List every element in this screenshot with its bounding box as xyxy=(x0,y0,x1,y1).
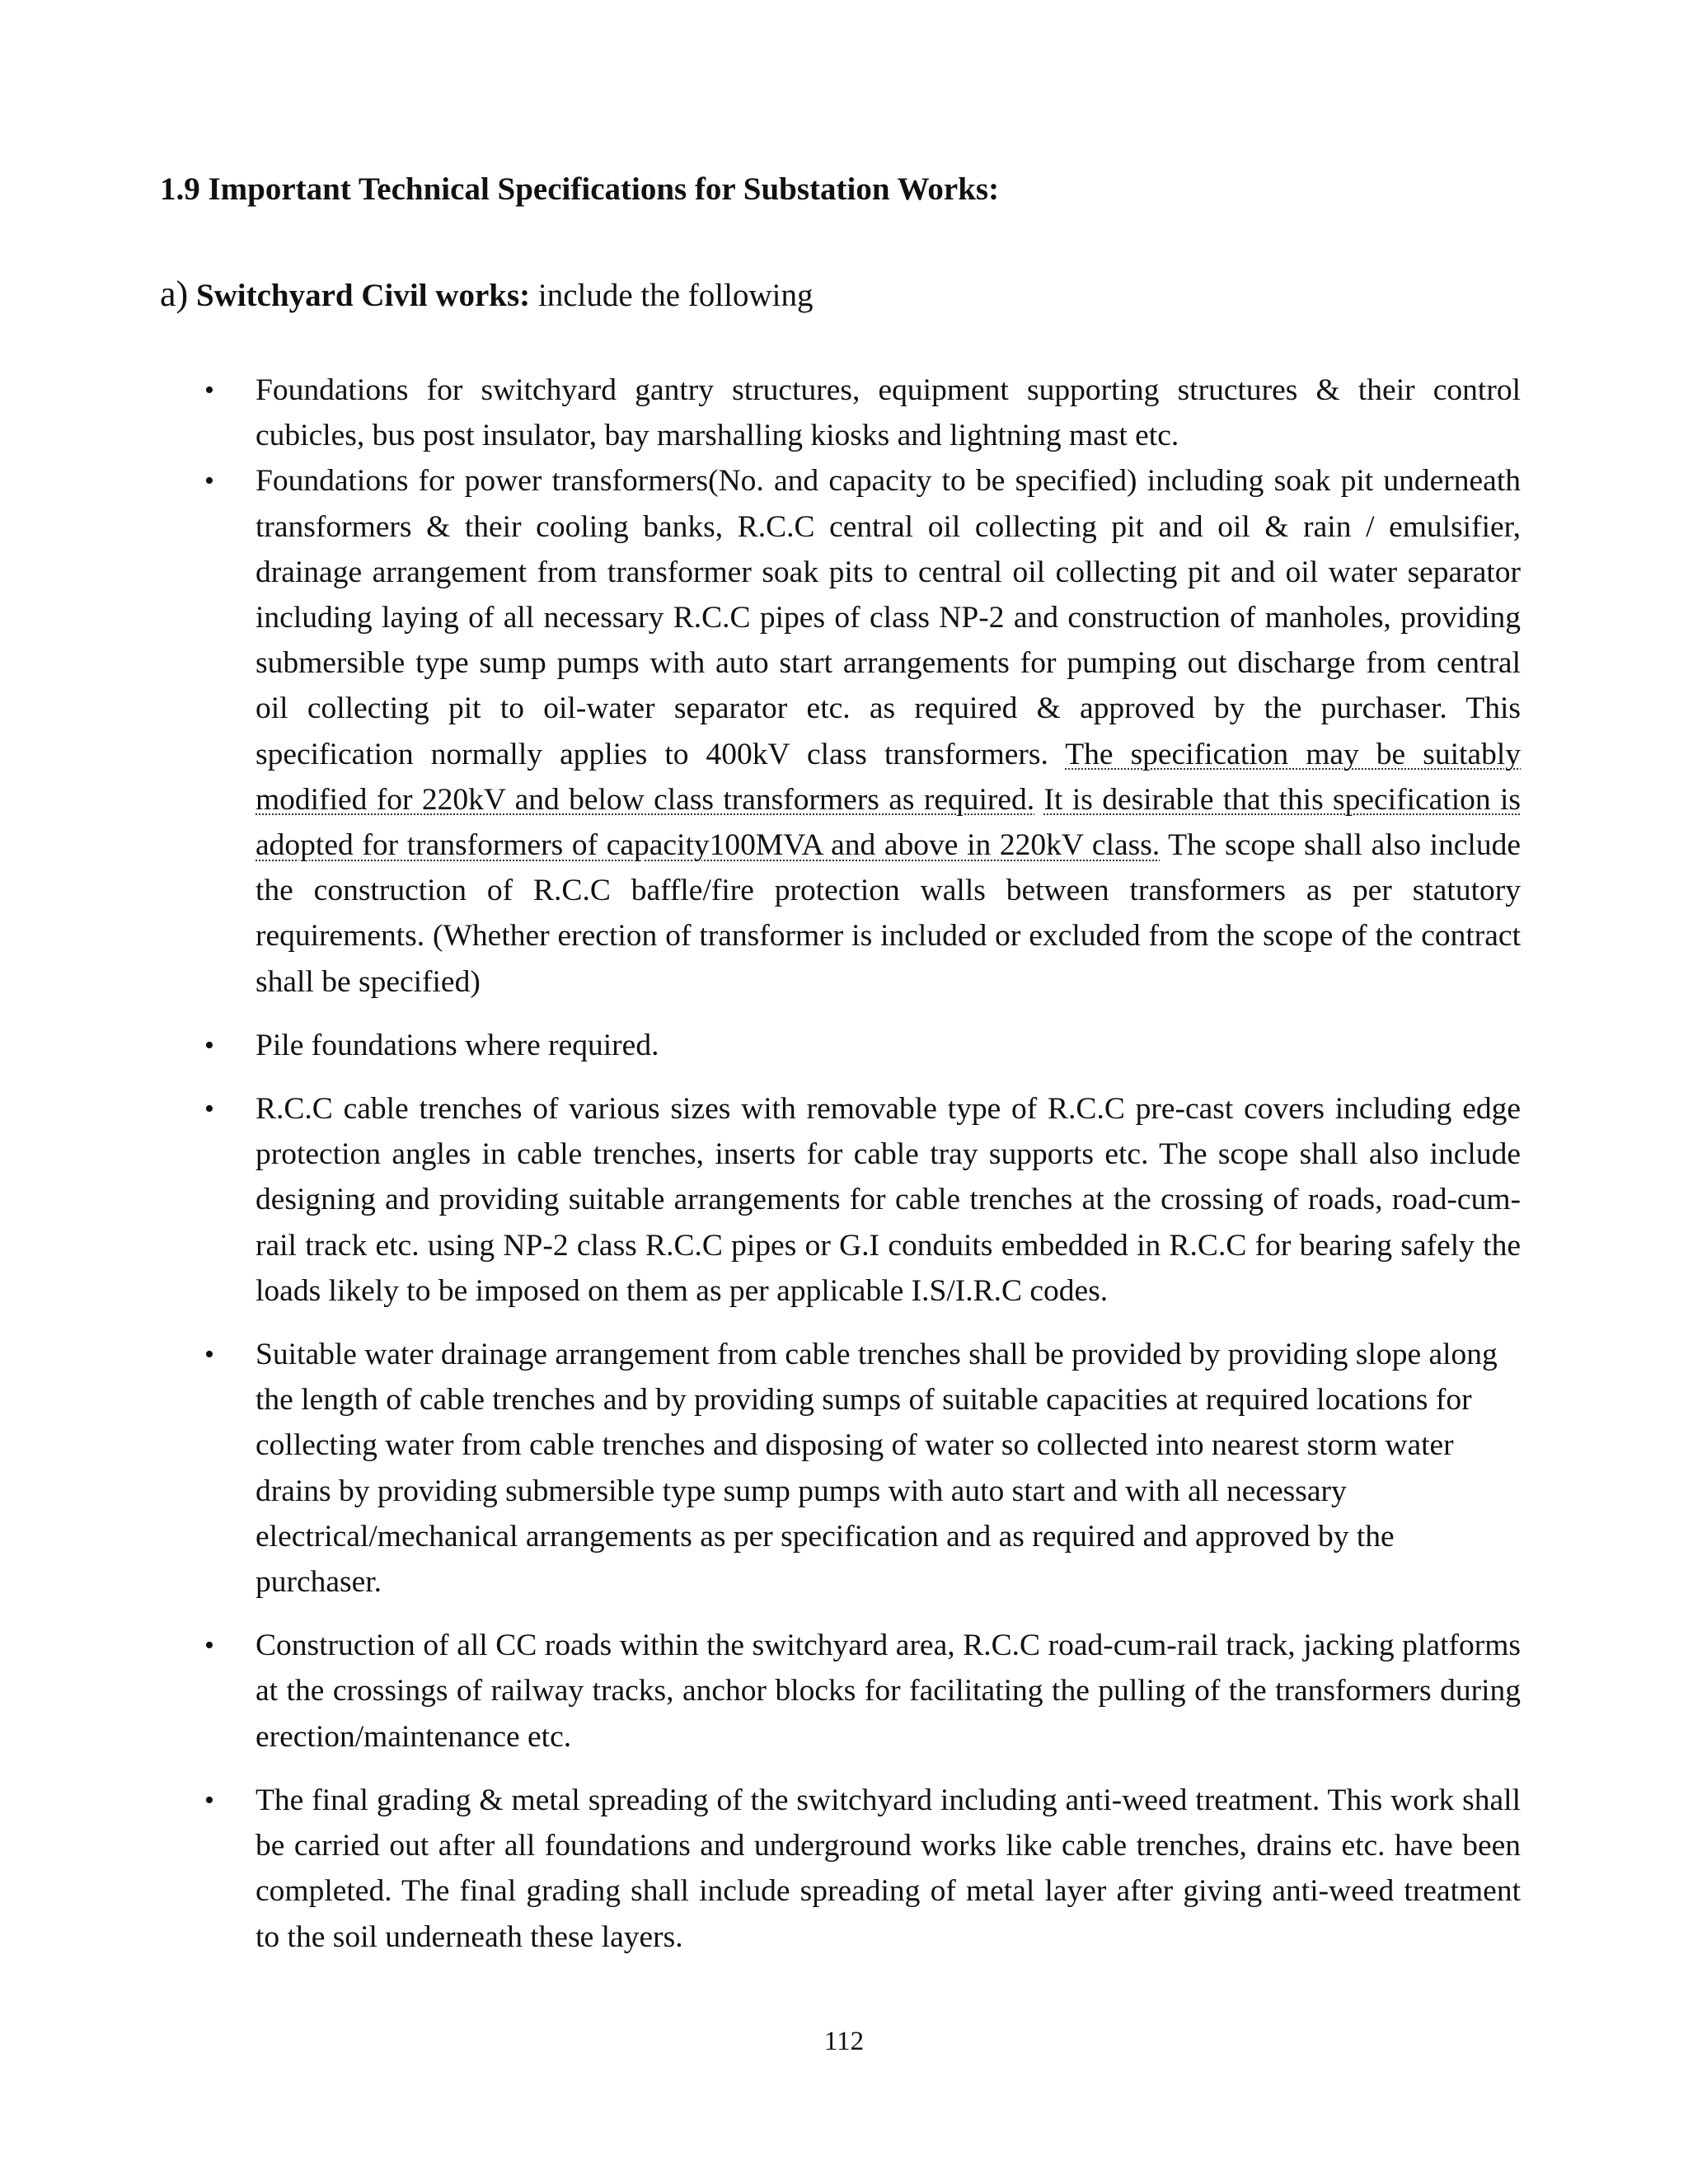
list-item-gantry-foundations xyxy=(204,368,1521,458)
dotted-underline-text: It is desirable that this specification is adopted for transformers of capacity100MVA and above in 220kV class. xyxy=(256,782,1522,863)
subsection-heading xyxy=(160,274,813,316)
bullet-icon: • xyxy=(204,375,214,405)
list-item-text: Construction of all CC roads within the switchyard area, R.C.C road-cum-rail track, jacking platforms at the crossings of railway tracks, anchor blocks for facilitating the pulling of the transformers during erection/maintenance etc. xyxy=(256,1629,1521,1754)
bullet-icon: • xyxy=(204,1029,214,1061)
list-item-text: R.C.C cable trenches of various sizes with removable type of R.C.C pre-cast covers including edge protection angles in cable trenches, inserts for cable tray supports etc. The scope shall also include designing and providing suitable arrangements for cable trenches at the crossing of roads, road-cum-rail track etc. using NP-2 class R.C.C pipes or G.I conduits embedded in R.C.C for bearing safely the loads likely to be imposed on them as per applicable I.S/I.R.C codes. xyxy=(256,1092,1521,1308)
list-item-pile-foundations xyxy=(204,1023,1521,1068)
list-item-cable-trenches xyxy=(204,1086,1521,1314)
list-item-cc-roads xyxy=(204,1623,1521,1760)
bullet-icon: • xyxy=(204,1784,214,1816)
section-heading: 1.9 Important Technical Specifications for Substation Works: xyxy=(160,171,1000,207)
page-number: 112 xyxy=(823,2027,865,2056)
bullet-icon: • xyxy=(204,1339,214,1371)
list-item-transformer-foundations xyxy=(204,458,1522,1004)
bullet-icon: • xyxy=(204,466,214,497)
list-item-text: The scope shall also include the construction of R.C.C baffle/fire protection walls between transformers as per statutory requirements. (Whether erection of transformer is included or excluded from the scope of the contract shall be specified) xyxy=(256,828,1521,999)
subsection-rest: include the following xyxy=(537,278,814,313)
list-item-water-drainage xyxy=(204,1332,1521,1605)
list-item-text: Pile foundations where required. xyxy=(256,1028,659,1062)
bullet-icon: • xyxy=(204,1094,214,1125)
list-item-text: The final grading & metal spreading of the switchyard including anti-weed treatment. This work shall be carried out after all foundations and underground works like cable trenches, drains etc. have been completed. The final grading shall include spreading of metal layer after giving anti-weed treatment to the soil underneath these layers. xyxy=(256,1783,1521,1954)
list-item-text: Foundations for power transformers(No. and capacity to be specified) including soak pit underneath transformers & their cooling banks, R.C.C central oil collecting pit and oil & rain / emulsifier, drainage arrangement from transformer soak pits to central oil collecting pit and oil water separator including laying of all necessary R.C.C pipes of class NP-2 and construction of manholes, providing submersible type sump pumps with auto start arrangements for pumping out discharge from central oil collecting pit to oil-water separator etc. as required & approved by the purchaser. This specification normally applies to 400kV class transformers. xyxy=(256,464,1521,771)
subsection-title: Switchyard Civil works: xyxy=(195,278,531,313)
specification-list xyxy=(204,368,1522,1978)
list-item-text: Foundations for switchyard gantry structures, equipment supporting structures & their control cubicles, bus post insulator, bay marshalling kiosks and lightning mast etc. xyxy=(256,373,1521,453)
list-item-text: Suitable water drainage arrangement from cable trenches shall be provided by providing slope along the length of cable trenches and by providing sumps of suitable capacities at required locations for collecting water from cable trenches and disposing of water so collected into nearest storm water drains by providing submersible type sump pumps with auto start and with all necessary electrical/mechanical arrangements as per specification and as required and approved by the purchaser. xyxy=(256,1338,1498,1600)
subsection-marker: a) xyxy=(160,274,189,314)
dotted-underline-text: The specification may be suitably modified for 220kV and below class transformers as required. xyxy=(256,737,1521,817)
bullet-icon: • xyxy=(204,1630,214,1661)
list-item-final-grading xyxy=(204,1778,1521,1960)
